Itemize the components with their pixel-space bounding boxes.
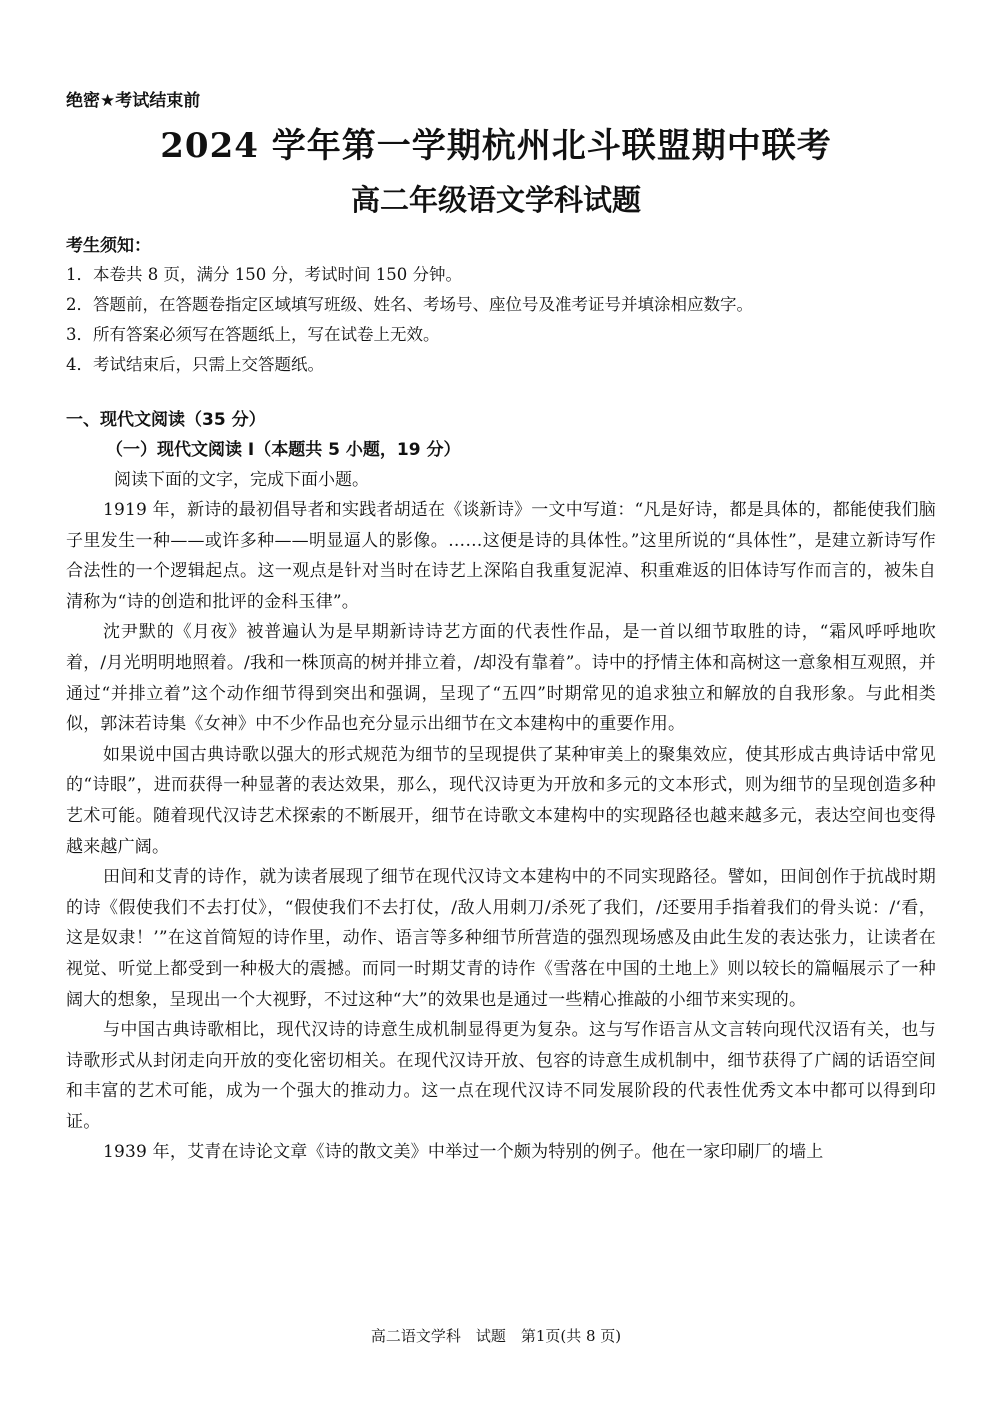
exam-subtitle: 高二年级语文学科试题 [350,183,641,217]
subsection-title: （一）现代文阅读 I（本题共 5 小题，19 分） [106,440,461,460]
passage-paragraph: 1919 年，新诗的最初倡导者和实践者胡适在《谈新诗》一文中写道：“凡是好诗，都是具体的，都能使我们脑子里发生一种——或许多种——明显逼人的影像。……这便是诗的具体性。”这里所说的“具体性”，是建立新诗写作合法性的一个逻辑起点。这一观点是针对当时在诗艺上深陷自我重复泥淖、积重难返的旧体诗写作而言的，被朱自清称为“诗的创造和批评的金科玉律”。 [66,500,936,612]
passage-paragraph: 如果说中国古典诗歌以强大的形式规范为细节的呈现提供了某种审美上的聚集效应，使其形成古典诗话中常见的“诗眼”，进而获得一种显著的表达效果，那么，现代汉诗更为开放和多元的文本形式，则为细节的呈现创造多种艺术可能。随着现代汉诗艺术探索的不断展开，细节在诗歌文本建构中的实现路径也越来越多元，表达空间也变得越来越广阔。 [66,744,936,857]
passage-paragraph: 1939 年，艾青在诗论文章《诗的散文美》中举过一个颇为特别的例子。他在一家印刷厂的墙上 [103,1142,824,1163]
passage-paragraph: 与中国古典诗歌相比，现代汉诗的诗意生成机制显得更为复杂。这与写作语言从文言转向现代汉语有关，也与诗歌形式从封闭走向开放的变化密切相关。在现代汉诗开放、包容的诗意生成机制中，细节获得了广阔的话语空间和丰富的艺术可能，成为一个强大的推动力。这一点在现代汉诗不同发展阶段的代表性优秀文本中都可以得到印证。 [66,1020,936,1132]
notice-item: 4．考试结束后，只需上交答题纸。 [66,355,324,374]
notice-item: 3．所有答案必须写在答题纸上，写在试卷上无效。 [66,325,440,344]
passage-paragraph: 田间和艾青的诗作，就为读者展现了细节在现代汉诗文本建构中的不同实现路径。譬如，田间创作于抗战时期的诗《假使我们不去打仗》，“假使我们不去打仗，/敌人用刺刀/杀死了我们，/还要用手指着我们的骨头说：/‘看，这是奴隶！’”在这首简短的诗作里，动作、语言等多种细节所营造的强烈现场感及由此生发的表达张力，让读者在视觉、听觉上都受到一种极大的震撼。而同一时期艾青的诗作《雪落在中国的土地上》则以较长的篇幅展示了一种阔大的想象，呈现出一个大视野，不过这种“大”的效果也是通过一些精心推敲的小细节来实现的。 [66,867,936,1010]
section-title: 一、现代文阅读（35 分） [66,410,266,430]
reading-instruction: 阅读下面的文字，完成下面小题。 [114,470,369,490]
notice-item: 2．答题前，在答题卷指定区域填写班级、姓名、考场号、座位号及准考证号并填涂相应数字。 [66,295,753,314]
notice-heading: 考生须知： [66,236,151,256]
page-footer: 高二语文学科 试题 第1页(共 8 页) [370,1327,622,1345]
notice-item: 1．本卷共 8 页，满分 150 分，考试时间 150 分钟。 [66,265,462,284]
passage-paragraph: 沈尹默的《月夜》被普遍认为是早期新诗诗艺方面的代表性作品，是一首以细节取胜的诗，“霜风呼呼地吹着，/月光明明地照着。/我和一株顶高的树并排立着，/却没有靠着”。诗中的抒情主体和高树这一意象相互观照，并通过“并排立着”这个动作细节得到突出和强调，呈现了“五四”时期常见的追求独立和解放的自我形象。与此相类似，郭沫若诗集《女神》中不少作品也充分显示出细节在文本建构中的重要作用。 [66,622,936,735]
section-modern-reading [66,405,936,1168]
confidential-mark: 绝密★考试结束前 [66,91,201,111]
candidate-notice [66,232,936,380]
exam-title: 2024 学年第一学期杭州北斗联盟期中联考 [160,126,832,166]
